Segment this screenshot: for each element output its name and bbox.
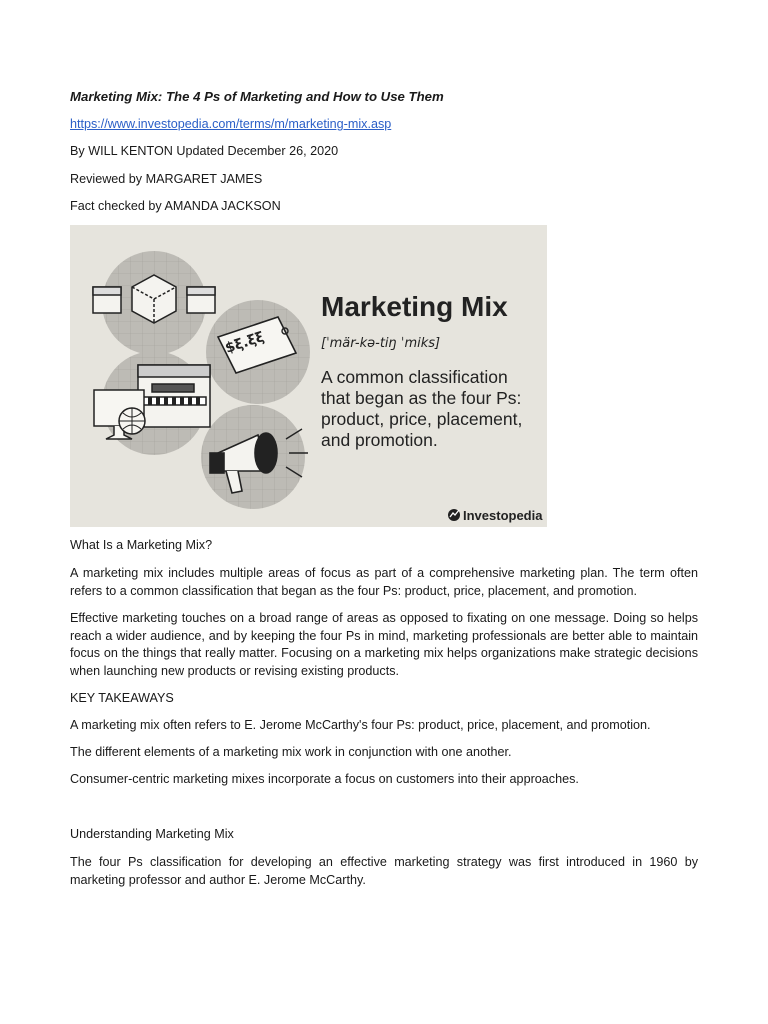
article-title: Marketing Mix: The 4 Ps of Marketing and How to Use Them: [70, 89, 444, 104]
paragraph-what-is-1: A marketing mix includes multiple areas of focus as part of a comprehensive marketing plan. The term often refers to a common classification that began as the four Ps: product, price, placement, and promotion.: [70, 566, 698, 598]
key-takeaways-heading: KEY TAKEAWAYS: [70, 691, 174, 705]
article-url-link[interactable]: https://www.investopedia.com/terms/m/marketing-mix.asp: [70, 117, 392, 131]
takeaway-item: A marketing mix often refers to E. Jerome McCarthy's four Ps: product, price, placement, and promotion.: [70, 718, 651, 732]
paragraph-understanding-1: The four Ps classification for developing an effective marketing strategy was first introduced in 1960 by marketing professor and author E. Jerome McCarthy.: [70, 855, 698, 887]
brand-name: Investopedia: [463, 508, 543, 523]
definition-line-2: that began as the four Ps:: [321, 388, 522, 408]
definition-line-3: product, price, placement,: [321, 409, 523, 429]
investopedia-logo: [448, 508, 543, 523]
definition-line-1: A common classification: [321, 367, 508, 387]
infographic-heading: Marketing Mix: [321, 291, 508, 322]
section-heading-what-is: What Is a Marketing Mix?: [70, 538, 213, 552]
price-tag-text: $ξ.ξξ: [223, 329, 267, 357]
marketing-mix-infographic: [70, 225, 547, 527]
takeaway-item: The different elements of a marketing mix work in conjunction with one another.: [70, 745, 512, 759]
byline: By WILL KENTON Updated December 26, 2020: [70, 144, 339, 158]
takeaway-item: Consumer-centric marketing mixes incorporate a focus on customers into their approaches.: [70, 772, 579, 786]
definition-line-4: and promotion.: [321, 430, 438, 450]
section-heading-understanding: Understanding Marketing Mix: [70, 827, 234, 841]
infographic-pronunciation: [ˈmär-kə-tiŋ ˈmiks]: [321, 336, 441, 351]
fact-checked-by: Fact checked by AMANDA JACKSON: [70, 199, 281, 213]
paragraph-what-is-2: Effective marketing touches on a broad range of areas as opposed to fixating on one message. Doing so helps reach a wider audience, and by keeping the four Ps in mind, marketing professionals are better able to maintain focus on the things that really matter. Focusing on a marketing mix helps organizations make strategic decisions when launching new products or revising existing products.: [70, 611, 698, 678]
reviewed-by: Reviewed by MARGARET JAMES: [70, 172, 263, 186]
